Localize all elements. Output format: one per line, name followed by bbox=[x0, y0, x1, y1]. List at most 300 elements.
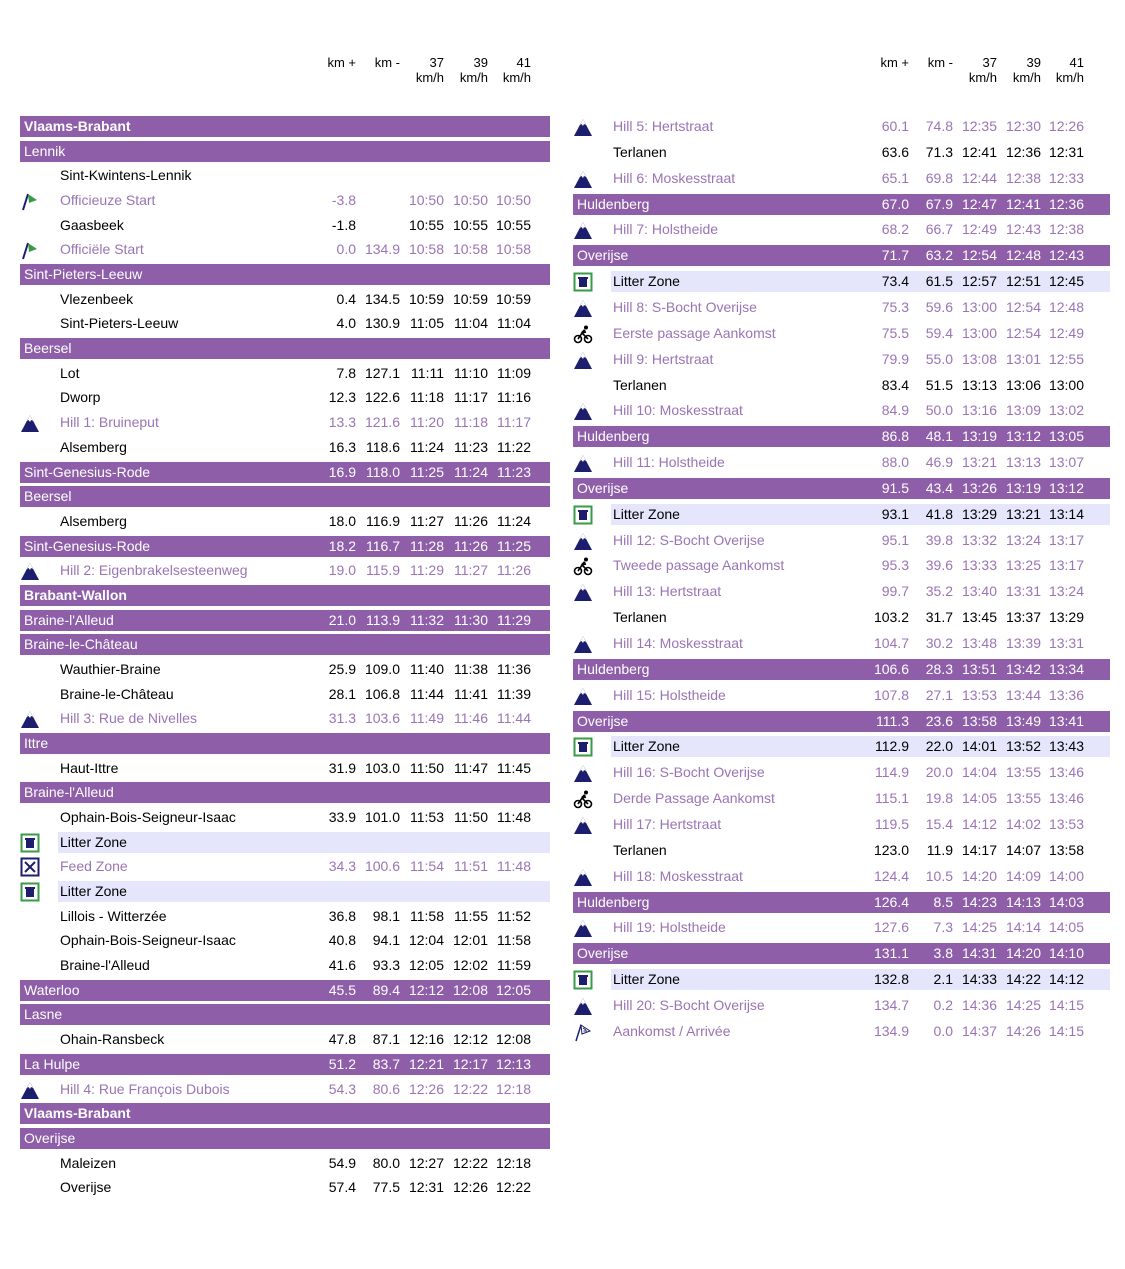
km-minus-cell: 98.1 bbox=[372, 907, 400, 924]
time-37-cell: 11:20 bbox=[410, 414, 444, 431]
location-name: Braine-le-Château bbox=[60, 685, 174, 702]
km-minus-cell: 0.0 bbox=[933, 1022, 953, 1039]
place-row bbox=[20, 215, 550, 236]
km-plus-cell: 123.0 bbox=[873, 841, 909, 858]
km-minus-cell: 15.4 bbox=[925, 815, 953, 832]
km-minus-cell: 39.8 bbox=[925, 531, 953, 548]
time-39-cell: 11:27 bbox=[454, 562, 488, 579]
location-name: Litter Zone bbox=[60, 833, 127, 850]
km-plus-cell: 0.0 bbox=[336, 241, 356, 258]
region-row bbox=[20, 634, 550, 655]
start-flag-icon bbox=[20, 240, 40, 260]
cyclist-icon bbox=[573, 789, 593, 809]
time-41-cell: 13:46 bbox=[1048, 764, 1084, 781]
time-41-cell: 13:00 bbox=[1048, 376, 1084, 393]
location-name: Hill 13: Hertstraat bbox=[613, 583, 722, 600]
time-41-cell: 11:26 bbox=[497, 562, 531, 579]
km-plus-cell: 134.7 bbox=[873, 996, 909, 1013]
time-41-cell: 11:48 bbox=[497, 809, 531, 826]
km-plus-cell: 79.9 bbox=[881, 350, 909, 367]
time-39-cell: 12:30 bbox=[1005, 118, 1041, 134]
time-39-cell: 14:26 bbox=[1005, 1022, 1041, 1039]
location-name: Feed Zone bbox=[60, 858, 128, 875]
location-name: Derde Passage Aankomst bbox=[613, 790, 775, 807]
time-37-cell: 11:44 bbox=[410, 685, 444, 702]
time-39-cell: 13:37 bbox=[1005, 609, 1041, 626]
location-name: Lasne bbox=[24, 1006, 63, 1023]
km-plus-cell: 54.3 bbox=[328, 1080, 356, 1097]
location-name: Lillois - Witterzée bbox=[60, 907, 167, 924]
mountain-icon bbox=[573, 350, 593, 370]
hill-row bbox=[573, 530, 1110, 551]
time-39-cell: 12:36 bbox=[1005, 143, 1041, 160]
time-37-cell: 14:04 bbox=[961, 764, 997, 781]
hill-row bbox=[573, 168, 1110, 189]
time-37-cell: 12:16 bbox=[408, 1031, 444, 1048]
km-plus-cell: 114.9 bbox=[875, 764, 909, 781]
time-41-cell: 11:24 bbox=[497, 512, 531, 529]
location-name: Terlanen bbox=[613, 143, 667, 160]
time-41-cell: 12:18 bbox=[495, 1080, 531, 1097]
time-41-cell: 12:45 bbox=[1048, 273, 1084, 290]
time-37-cell: 10:59 bbox=[408, 290, 444, 307]
mountain-icon bbox=[573, 634, 593, 654]
km-plus-cell: 47.8 bbox=[328, 1031, 356, 1048]
time-41-cell: 13:29 bbox=[1048, 609, 1084, 626]
place-row bbox=[573, 607, 1110, 628]
time-39-cell: 11:26 bbox=[454, 537, 488, 554]
time-41-cell: 12:13 bbox=[495, 1055, 531, 1072]
km-plus-cell: 19.0 bbox=[328, 562, 356, 579]
km-minus-cell: 35.2 bbox=[925, 583, 953, 600]
litter-bin-icon bbox=[573, 737, 593, 757]
time-41-cell: 11:17 bbox=[497, 414, 531, 431]
region-row bbox=[20, 1054, 550, 1075]
km-minus-cell: 30.2 bbox=[925, 635, 953, 651]
place-row bbox=[20, 684, 550, 705]
time-41-cell: 11:23 bbox=[497, 463, 531, 480]
cyclist-icon bbox=[573, 324, 593, 344]
place-row bbox=[20, 930, 550, 951]
time-39-cell: 11:24 bbox=[454, 463, 488, 480]
km-minus-cell: 130.9 bbox=[364, 315, 400, 332]
km-plus-cell: 18.0 bbox=[328, 512, 356, 529]
km-minus-cell: 19.8 bbox=[925, 790, 953, 807]
place-row bbox=[20, 955, 550, 976]
time-37-cell: 11:05 bbox=[410, 315, 444, 332]
region-row bbox=[573, 711, 1110, 732]
km-minus-cell: 103.0 bbox=[364, 759, 400, 776]
time-39-cell: 12:02 bbox=[452, 957, 488, 974]
km-minus-cell: 10.5 bbox=[925, 867, 953, 884]
km-minus-cell: 55.0 bbox=[925, 350, 953, 367]
location-name: Overijse bbox=[60, 1179, 112, 1196]
time-41-cell: 12:26 bbox=[1048, 118, 1084, 134]
km-minus-cell: 27.1 bbox=[925, 686, 953, 703]
time-41-cell: 13:07 bbox=[1048, 454, 1084, 471]
km-minus-cell: 116.9 bbox=[366, 512, 400, 529]
time-41-cell: 12:55 bbox=[1048, 350, 1084, 367]
time-41-cell: 13:34 bbox=[1048, 660, 1084, 677]
km-minus-cell: 0.2 bbox=[933, 996, 953, 1013]
region-row bbox=[20, 1004, 550, 1025]
time-37-cell: 12:26 bbox=[408, 1080, 444, 1097]
time-41-cell: 14:15 bbox=[1048, 1022, 1084, 1039]
time-41-cell: 11:29 bbox=[497, 611, 531, 628]
time-39-cell: 10:59 bbox=[452, 290, 488, 307]
time-39-cell: 12:43 bbox=[1005, 221, 1041, 238]
location-name: Lennik bbox=[24, 142, 66, 159]
km-plus-cell: 51.2 bbox=[328, 1055, 356, 1072]
region-row bbox=[573, 426, 1110, 447]
location-name: Hill 19: Holstheide bbox=[613, 919, 726, 936]
time-41-cell: 13:24 bbox=[1048, 583, 1084, 600]
km-plus-cell: 7.8 bbox=[336, 364, 356, 381]
time-37-cell: 13:48 bbox=[961, 635, 997, 651]
km-plus-cell: 40.8 bbox=[328, 932, 356, 949]
event-row bbox=[573, 788, 1110, 809]
time-41-cell: 11:25 bbox=[497, 537, 531, 554]
time-37-cell: 11:28 bbox=[410, 537, 444, 554]
region-row bbox=[20, 264, 550, 285]
location-name: Dworp bbox=[60, 389, 101, 406]
time-39-cell: 13:25 bbox=[1005, 557, 1041, 574]
km-plus-cell: 126.4 bbox=[873, 893, 909, 910]
location-name: Wauthier-Braine bbox=[60, 660, 161, 677]
litter-row bbox=[611, 504, 1110, 525]
hill-row bbox=[573, 349, 1110, 370]
time-37-cell: 14:31 bbox=[961, 945, 997, 962]
place-row bbox=[573, 840, 1110, 861]
location-name: Litter Zone bbox=[613, 273, 680, 290]
km-plus-cell: 104.7 bbox=[873, 635, 909, 651]
km-minus-cell: 67.9 bbox=[925, 195, 953, 212]
region-row bbox=[20, 1128, 550, 1149]
time-39-cell: 13:13 bbox=[1005, 454, 1041, 471]
speed-41-unit: km/h bbox=[1055, 70, 1084, 85]
km-minus-cell: 127.1 bbox=[364, 364, 400, 381]
location-name: Lot bbox=[60, 364, 80, 381]
location-name: Hill 12: S-Bocht Overijse bbox=[613, 531, 765, 548]
km-minus-cell: 122.6 bbox=[364, 389, 400, 406]
km-minus-cell: 22.0 bbox=[925, 738, 953, 755]
litter-row bbox=[611, 736, 1110, 757]
time-37-cell: 11:29 bbox=[410, 562, 444, 579]
time-41-cell: 13:05 bbox=[1048, 428, 1084, 445]
time-41-cell: 11:52 bbox=[497, 907, 531, 924]
km-minus-cell: 69.8 bbox=[925, 169, 953, 186]
start-flag-icon bbox=[20, 191, 40, 211]
time-39-cell: 12:08 bbox=[452, 981, 488, 998]
km-plus-cell: 106.6 bbox=[873, 660, 909, 677]
time-37-cell: 12:05 bbox=[408, 957, 444, 974]
time-39-cell: 10:58 bbox=[452, 241, 488, 258]
time-39-cell: 11:30 bbox=[454, 611, 488, 628]
time-41-cell: 14:15 bbox=[1048, 996, 1084, 1013]
km-minus-cell: 118.6 bbox=[366, 438, 400, 455]
location-name: Ophain-Bois-Seigneur-Isaac bbox=[60, 932, 236, 949]
location-name: Sint-Genesius-Rode bbox=[24, 537, 151, 554]
region-row bbox=[20, 536, 550, 557]
time-37-cell: 13:33 bbox=[961, 557, 997, 574]
km-plus-cell: 67.0 bbox=[881, 195, 909, 212]
time-37-cell: 12:21 bbox=[408, 1055, 444, 1072]
hill-row bbox=[573, 297, 1110, 318]
time-37-cell: 11:11 bbox=[411, 364, 444, 381]
time-39-cell: 11:47 bbox=[454, 759, 488, 776]
time-39-cell: 11:55 bbox=[454, 907, 488, 924]
km-plus-cell: 16.3 bbox=[328, 438, 356, 455]
time-41-cell: 11:48 bbox=[497, 858, 531, 875]
location-name: Ohain-Ransbeck bbox=[60, 1031, 165, 1048]
time-37-cell: 14:05 bbox=[961, 790, 997, 807]
km-minus-cell: 71.3 bbox=[925, 143, 953, 160]
time-41-cell: 12:18 bbox=[495, 1154, 531, 1171]
location-name: Terlanen bbox=[613, 376, 667, 393]
time-41-cell: 14:03 bbox=[1048, 893, 1084, 910]
time-37-cell: 11:24 bbox=[410, 438, 444, 455]
region-row bbox=[20, 462, 550, 483]
time-41-cell: 13:53 bbox=[1048, 815, 1084, 832]
time-41-cell: 10:58 bbox=[495, 241, 531, 258]
time-41-cell: 12:48 bbox=[1048, 298, 1084, 315]
time-39-cell: 13:06 bbox=[1005, 376, 1041, 393]
km-plus-cell: 18.2 bbox=[328, 537, 356, 554]
time-37-cell: 12:54 bbox=[961, 247, 997, 264]
litter-row bbox=[58, 832, 550, 853]
km-plus-cell: 103.2 bbox=[873, 609, 909, 626]
place-row bbox=[20, 387, 550, 408]
region-row bbox=[20, 585, 550, 606]
location-name: Litter Zone bbox=[613, 971, 680, 988]
km-minus-cell: 116.7 bbox=[366, 537, 400, 554]
km-plus-cell: 13.3 bbox=[328, 414, 356, 431]
km-plus-cell: 91.5 bbox=[881, 479, 909, 496]
location-name: Hill 14: Moskesstraat bbox=[613, 635, 743, 651]
location-name: Litter Zone bbox=[60, 883, 127, 900]
km-plus-cell: 31.9 bbox=[328, 759, 356, 776]
speed-37-unit: km/h bbox=[968, 70, 997, 85]
region-row bbox=[20, 116, 550, 137]
km-plus-cell: -1.8 bbox=[331, 216, 356, 233]
hill-row bbox=[573, 452, 1110, 473]
hill-row bbox=[573, 116, 1110, 137]
km-plus-cell: 21.0 bbox=[328, 611, 356, 628]
region-row bbox=[20, 610, 550, 631]
time-37-cell: 13:16 bbox=[961, 402, 997, 419]
km-plus-cell: 0.4 bbox=[336, 290, 356, 307]
location-name: Overijse bbox=[577, 479, 629, 496]
time-37-cell: 11:53 bbox=[410, 809, 444, 826]
mountain-icon bbox=[573, 401, 593, 421]
place-row bbox=[20, 165, 550, 186]
km-minus-header: km - bbox=[927, 55, 953, 70]
finish-flag-icon bbox=[573, 1022, 593, 1042]
time-37-cell: 12:04 bbox=[408, 932, 444, 949]
place-row bbox=[20, 758, 550, 779]
speed-39-unit: km/h bbox=[459, 70, 488, 85]
time-41-cell: 12:36 bbox=[1048, 195, 1084, 212]
column-header bbox=[573, 55, 1110, 89]
time-37-cell: 13:45 bbox=[961, 609, 997, 626]
time-39-cell: 11:18 bbox=[454, 414, 488, 431]
time-37-cell: 12:57 bbox=[961, 273, 997, 290]
time-39-cell: 14:02 bbox=[1005, 815, 1041, 832]
location-name: Litter Zone bbox=[613, 738, 680, 755]
speed-39-header: 39 bbox=[473, 55, 488, 70]
event-row bbox=[20, 856, 550, 877]
time-41-cell: 11:09 bbox=[497, 364, 531, 381]
time-37-cell: 12:31 bbox=[408, 1179, 444, 1196]
time-39-cell: 11:41 bbox=[454, 685, 488, 702]
mountain-icon bbox=[573, 582, 593, 602]
location-name: Overijse bbox=[577, 712, 629, 729]
mountain-icon bbox=[20, 1080, 40, 1100]
mountain-icon bbox=[20, 561, 40, 581]
time-41-cell: 11:44 bbox=[497, 710, 531, 727]
km-minus-cell: 134.5 bbox=[364, 290, 400, 307]
km-plus-cell: 112.9 bbox=[875, 738, 909, 755]
time-41-cell: 13:17 bbox=[1048, 531, 1084, 548]
km-plus-cell: 63.6 bbox=[881, 143, 909, 160]
time-37-cell: 12:41 bbox=[961, 143, 997, 160]
km-plus-cell: 86.8 bbox=[881, 428, 909, 445]
time-37-cell: 13:21 bbox=[961, 454, 997, 471]
time-41-cell: 11:59 bbox=[497, 957, 531, 974]
place-row bbox=[20, 1177, 550, 1198]
time-37-cell: 11:32 bbox=[410, 611, 444, 628]
time-39-cell: 14:25 bbox=[1005, 996, 1041, 1013]
location-name: Sint-Pieters-Leeuw bbox=[24, 266, 143, 283]
km-minus-cell: 66.7 bbox=[925, 221, 953, 238]
location-name: Brabant-Wallon bbox=[24, 586, 127, 603]
time-39-cell: 13:21 bbox=[1005, 505, 1041, 522]
time-39-cell: 12:22 bbox=[452, 1080, 488, 1097]
hill-row bbox=[573, 633, 1110, 654]
time-41-cell: 13:17 bbox=[1048, 557, 1084, 574]
km-plus-cell: 111.3 bbox=[876, 712, 909, 729]
location-name: Haut-Ittre bbox=[60, 759, 119, 776]
km-plus-cell: 41.6 bbox=[328, 957, 356, 974]
km-plus-cell: 25.9 bbox=[328, 660, 356, 677]
mountain-icon bbox=[573, 298, 593, 318]
speed-37-header: 37 bbox=[429, 55, 444, 70]
km-plus-cell: 99.7 bbox=[881, 583, 909, 600]
mountain-icon bbox=[573, 453, 593, 473]
time-41-cell: 11:45 bbox=[497, 759, 531, 776]
km-plus-cell: 84.9 bbox=[881, 402, 909, 419]
location-name: Hill 16: S-Bocht Overijse bbox=[613, 764, 765, 781]
time-41-cell: 11:39 bbox=[497, 685, 531, 702]
time-37-cell: 14:17 bbox=[961, 841, 997, 858]
km-minus-cell: 80.6 bbox=[372, 1080, 400, 1097]
feed-zone-icon bbox=[20, 857, 40, 877]
time-41-cell: 11:22 bbox=[497, 438, 531, 455]
time-39-cell: 12:22 bbox=[452, 1154, 488, 1171]
region-row bbox=[20, 1103, 550, 1124]
time-41-cell: 14:10 bbox=[1048, 945, 1084, 962]
km-minus-cell: 41.8 bbox=[925, 505, 953, 522]
km-minus-cell: 48.1 bbox=[925, 428, 953, 445]
hill-row bbox=[573, 581, 1110, 602]
litter-row bbox=[611, 969, 1110, 990]
time-37-cell: 13:58 bbox=[961, 712, 997, 729]
location-name: Gaasbeek bbox=[60, 216, 124, 233]
time-37-cell: 10:55 bbox=[408, 216, 444, 233]
time-37-cell: 13:29 bbox=[961, 505, 997, 522]
time-39-cell: 14:07 bbox=[1005, 841, 1041, 858]
km-minus-cell: 28.3 bbox=[925, 660, 953, 677]
time-41-cell: 13:36 bbox=[1048, 686, 1084, 703]
time-41-cell: 13:58 bbox=[1048, 841, 1084, 858]
km-plus-cell: 93.1 bbox=[881, 505, 909, 522]
time-39-cell: 13:42 bbox=[1005, 660, 1041, 677]
time-41-cell: 14:05 bbox=[1048, 919, 1084, 936]
location-name: Hill 3: Rue de Nivelles bbox=[60, 710, 197, 727]
time-41-cell: 13:41 bbox=[1048, 712, 1084, 729]
time-41-cell: 11:04 bbox=[497, 315, 531, 332]
time-39-cell: 11:50 bbox=[454, 809, 488, 826]
place-row bbox=[20, 1029, 550, 1050]
litter-bin-icon bbox=[573, 272, 593, 292]
speed-37-header: 37 bbox=[982, 55, 997, 70]
mountain-icon bbox=[573, 815, 593, 835]
place-row bbox=[20, 511, 550, 532]
region-row bbox=[20, 338, 550, 359]
time-37-cell: 14:25 bbox=[961, 919, 997, 936]
event-row bbox=[20, 190, 550, 211]
location-name: Terlanen bbox=[613, 841, 667, 858]
place-row bbox=[20, 313, 550, 334]
location-name: Hill 20: S-Bocht Overijse bbox=[613, 996, 765, 1013]
time-37-cell: 14:33 bbox=[961, 971, 997, 988]
time-39-cell: 10:50 bbox=[452, 192, 488, 209]
hill-row bbox=[573, 685, 1110, 706]
time-37-cell: 13:08 bbox=[961, 350, 997, 367]
location-name: Hill 7: Holstheide bbox=[613, 221, 719, 238]
location-name: Sint-Pieters-Leeuw bbox=[60, 315, 179, 332]
km-minus-cell: 43.4 bbox=[925, 479, 953, 496]
km-minus-cell: 50.0 bbox=[925, 402, 953, 419]
region-row bbox=[20, 980, 550, 1001]
time-41-cell: 14:00 bbox=[1048, 867, 1084, 884]
region-row bbox=[573, 194, 1110, 215]
km-minus-cell: 39.6 bbox=[925, 557, 953, 574]
location-name: Braine-l'Alleud bbox=[60, 957, 150, 974]
km-plus-cell: 75.3 bbox=[881, 298, 909, 315]
km-minus-cell: 83.7 bbox=[372, 1055, 400, 1072]
time-37-cell: 10:50 bbox=[408, 192, 444, 209]
mountain-icon bbox=[573, 531, 593, 551]
time-37-cell: 12:49 bbox=[961, 221, 997, 238]
km-plus-cell: 57.4 bbox=[328, 1179, 356, 1196]
speed-41-unit: km/h bbox=[502, 70, 531, 85]
location-name: Terlanen bbox=[613, 609, 667, 626]
location-name: Vlezenbeek bbox=[60, 290, 134, 307]
km-plus-cell: 65.1 bbox=[881, 169, 909, 186]
place-row bbox=[20, 906, 550, 927]
speed-41-header: 41 bbox=[516, 55, 531, 70]
place-row bbox=[20, 289, 550, 310]
mountain-icon bbox=[20, 413, 40, 433]
time-37-cell: 11:25 bbox=[410, 463, 444, 480]
time-41-cell: 12:38 bbox=[1048, 221, 1084, 238]
time-41-cell: 13:31 bbox=[1048, 635, 1084, 651]
time-37-cell: 10:58 bbox=[408, 241, 444, 258]
time-39-cell: 13:39 bbox=[1005, 635, 1041, 651]
km-minus-cell: 103.6 bbox=[364, 710, 400, 727]
time-37-cell: 11:40 bbox=[410, 660, 444, 677]
